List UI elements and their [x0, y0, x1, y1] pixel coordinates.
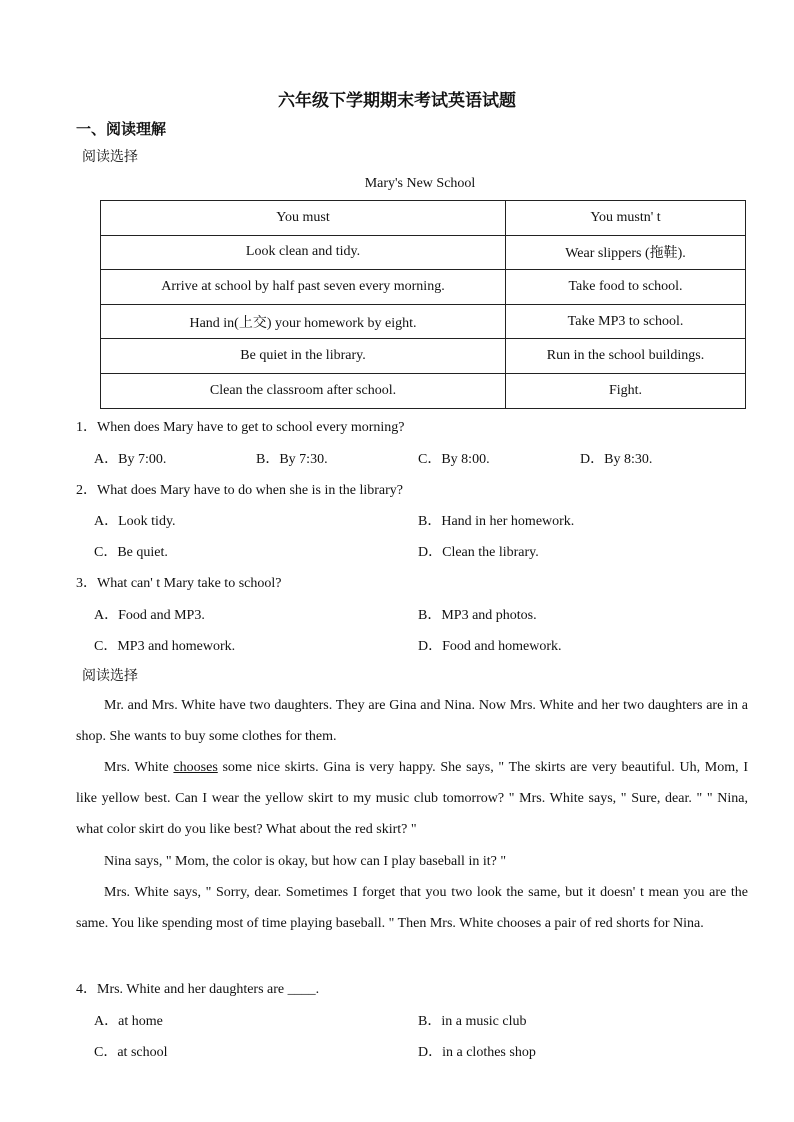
- header-must: You must: [101, 201, 506, 236]
- table-cell: Fight.: [506, 373, 746, 408]
- table-cell: Take MP3 to school.: [506, 304, 746, 339]
- question-4: 4．Mrs. White and her daughters are ____.: [76, 982, 320, 997]
- q2-option-c[interactable]: C．Be quiet.: [94, 545, 168, 560]
- table-cell: Take food to school.: [506, 270, 746, 305]
- passage-label: 阅读选择: [82, 668, 138, 684]
- passage-paragraph-2: [76, 752, 748, 846]
- q2-option-a[interactable]: A．Look tidy.: [94, 514, 176, 529]
- table-header-row: [101, 201, 746, 236]
- table-cell: Be quiet in the library.: [101, 339, 506, 374]
- q1-option-b[interactable]: B．By 7:30.: [256, 452, 328, 467]
- q1-option-c[interactable]: C．By 8:00.: [418, 452, 490, 467]
- passage-paragraph-1: Mr. and Mrs. White have two daughters. They are Gina and Nina. Now Mrs. White and her two daughters are in a shop. She wants to buy some clothes for them.: [76, 698, 748, 745]
- page-title: 六年级下学期期末考试英语试题: [278, 91, 516, 111]
- paragraph-text: Mrs. White: [104, 760, 174, 775]
- passage-label: 阅读选择: [82, 149, 138, 165]
- q4-option-d[interactable]: D．in a clothes shop: [418, 1045, 536, 1060]
- q3-option-d[interactable]: D．Food and homework.: [418, 639, 562, 654]
- q1-option-a[interactable]: A．By 7:00.: [94, 452, 167, 467]
- table-row: [101, 235, 746, 270]
- table-cell: Clean the classroom after school.: [101, 373, 506, 408]
- q4-option-b[interactable]: B．in a music club: [418, 1014, 527, 1029]
- paragraph-text: some nice skirts. Gina is very happy. She says, " The skirts are very beautiful. Uh, Mom, I like yellow best. Can I wear the yellow skirt to my music club tomorrow? " Mrs. White says, " Sure, dear. " " Nina, what color skirt do you like best? What about the red skirt? ": [76, 760, 748, 838]
- underlined-word: chooses: [173, 760, 218, 775]
- table-row: [101, 339, 746, 374]
- table-cell: Run in the school buildings.: [506, 339, 746, 374]
- q2-option-b[interactable]: B．Hand in her homework.: [418, 514, 575, 529]
- q3-option-a[interactable]: A．Food and MP3.: [94, 608, 205, 623]
- question-2: 2．What does Mary have to do when she is in the library?: [76, 483, 403, 498]
- q1-option-d[interactable]: D．By 8:30.: [580, 452, 653, 467]
- section-heading: 一、阅读理解: [76, 120, 167, 138]
- question-1: 1．When does Mary have to get to school every morning?: [76, 420, 405, 435]
- q4-option-a[interactable]: A．at home: [94, 1014, 163, 1029]
- header-mustnt: You mustn' t: [506, 201, 746, 236]
- passage-paragraph-3: Nina says, " Mom, the color is okay, but how can I play baseball in it? ": [104, 854, 507, 869]
- table-row: [101, 270, 746, 305]
- table-cell: Look clean and tidy.: [101, 235, 506, 270]
- q2-option-d[interactable]: D．Clean the library.: [418, 545, 539, 560]
- table-cell: Wear slippers (拖鞋).: [506, 235, 746, 270]
- q3-option-c[interactable]: C．MP3 and homework.: [94, 639, 236, 654]
- question-3: 3．What can' t Mary take to school?: [76, 576, 282, 591]
- q4-option-c[interactable]: C．at school: [94, 1045, 168, 1060]
- table-row: [101, 373, 746, 408]
- table-caption: Mary's New School: [364, 176, 476, 191]
- q3-option-b[interactable]: B．MP3 and photos.: [418, 608, 537, 623]
- table-cell: Hand in(上交) your homework by eight.: [101, 304, 506, 339]
- passage-paragraph-4: Mrs. White says, " Sorry, dear. Sometimes I forget that you two look the same, but it doesn' t mean you are the same. You like spending most of time playing baseball. " Then Mrs. White chooses a pair of red shorts for Nina.: [76, 885, 748, 932]
- table-cell: Arrive at school by half past seven every morning.: [101, 270, 506, 305]
- rules-table: [100, 200, 746, 409]
- table-row: [101, 304, 746, 339]
